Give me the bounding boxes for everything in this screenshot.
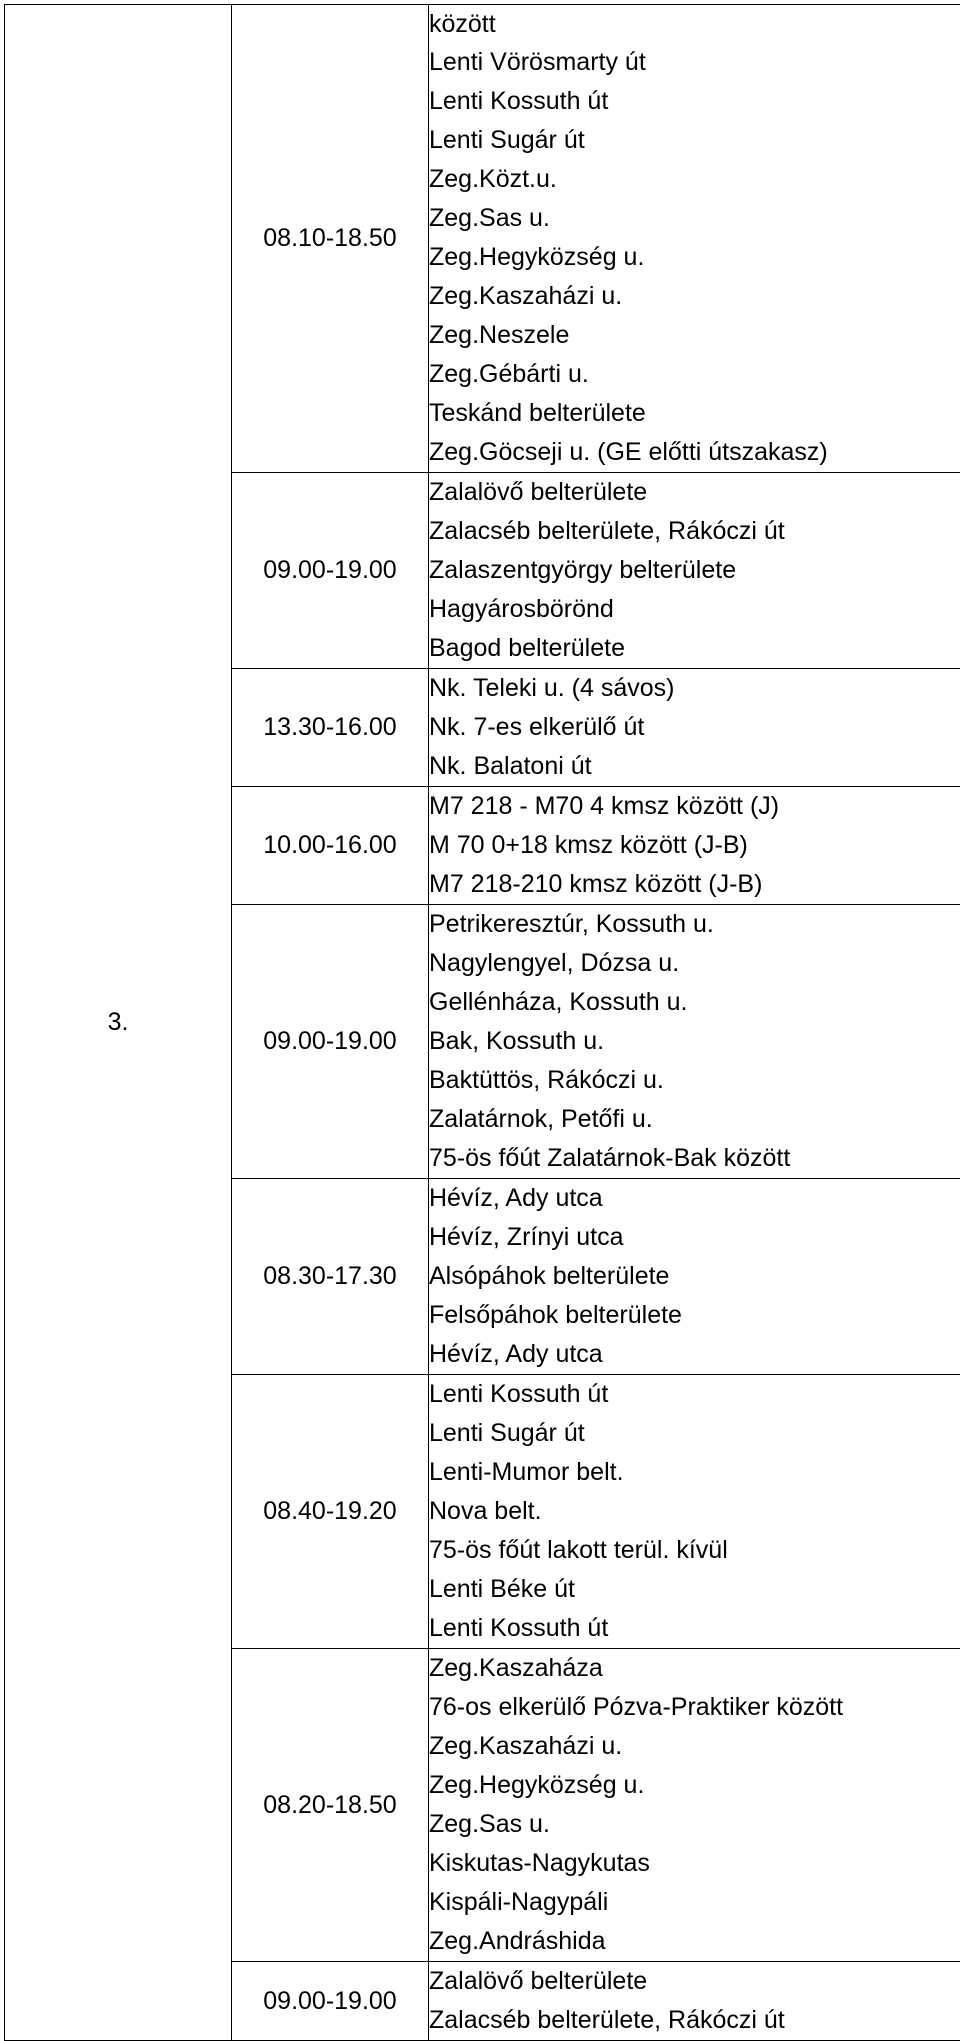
location-line: 75-ös főút Zalatárnok-Bak között <box>429 1139 960 1178</box>
location-line: Zeg.Hegyközség u. <box>429 238 960 277</box>
location-line: Teskánd belterülete <box>429 394 960 433</box>
location-line: Nk. 7-es elkerülő út <box>429 708 960 747</box>
location-line: Felsőpáhok belterülete <box>429 1296 960 1335</box>
time-range-cell: 13.30-16.00 <box>232 669 429 787</box>
location-line: Zalalövő belterülete <box>429 1962 960 2001</box>
schedule-row <box>5 5 960 473</box>
location-line: M7 218-210 kmsz között (J-B) <box>429 865 960 904</box>
location-line: Nova belt. <box>429 1492 960 1531</box>
time-range-cell: 08.20-18.50 <box>232 1649 429 1962</box>
locations-cell <box>429 669 960 787</box>
location-line: Lenti Béke út <box>429 1570 960 1609</box>
location-line: Zeg.Közt.u. <box>429 160 960 199</box>
time-range-cell: 10.00-16.00 <box>232 787 429 905</box>
locations-cell <box>429 5 960 473</box>
location-line: Hévíz, Ady utca <box>429 1335 960 1374</box>
location-line: Lenti-Mumor belt. <box>429 1453 960 1492</box>
locations-cell <box>429 473 960 669</box>
location-line: Zalalövő belterülete <box>429 473 960 512</box>
time-range-cell: 09.00-19.00 <box>232 905 429 1179</box>
locations-cell <box>429 905 960 1179</box>
location-line: Lenti Kossuth út <box>429 1375 960 1414</box>
location-line: Lenti Kossuth út <box>429 1609 960 1648</box>
row-number-cell: 3. <box>5 5 232 2041</box>
location-line: Bak, Kossuth u. <box>429 1022 960 1061</box>
location-line: Zeg.Andráshida <box>429 1922 960 1961</box>
locations-cell <box>429 1375 960 1649</box>
location-line: Zeg.Gébárti u. <box>429 355 960 394</box>
locations-cell <box>429 787 960 905</box>
location-line: Kispáli-Nagypáli <box>429 1883 960 1922</box>
location-line: Baktüttös, Rákóczi u. <box>429 1061 960 1100</box>
time-range-cell: 08.10-18.50 <box>232 5 429 473</box>
schedule-table <box>4 4 960 2041</box>
locations-cell <box>429 1649 960 1962</box>
location-line: 76-os elkerülő Pózva-Praktiker között <box>429 1688 960 1727</box>
location-line: Nk. Teleki u. (4 sávos) <box>429 669 960 708</box>
location-line: M7 218 - M70 4 kmsz között (J) <box>429 787 960 826</box>
location-line: Zeg.Hegyközség u. <box>429 1766 960 1805</box>
location-line: Zeg.Sas u. <box>429 199 960 238</box>
location-line: 75-ös főút lakott terül. kívül <box>429 1531 960 1570</box>
location-line: Zeg.Kaszaháza <box>429 1649 960 1688</box>
location-line: M 70 0+18 kmsz között (J-B) <box>429 826 960 865</box>
location-line: Nk. Balatoni út <box>429 747 960 786</box>
location-line: Zalatárnok, Petőfi u. <box>429 1100 960 1139</box>
location-line: Lenti Sugár út <box>429 121 960 160</box>
locations-cell <box>429 1962 960 2041</box>
location-line: Zeg.Kaszaházi u. <box>429 277 960 316</box>
location-line: Petrikeresztúr, Kossuth u. <box>429 905 960 944</box>
time-range-cell: 09.00-19.00 <box>232 473 429 669</box>
location-line: Lenti Vörösmarty út <box>429 43 960 82</box>
locations-cell <box>429 1179 960 1375</box>
time-range-cell: 08.30-17.30 <box>232 1179 429 1375</box>
location-line: Hévíz, Ady utca <box>429 1179 960 1218</box>
location-line: között <box>429 5 960 43</box>
location-line: Zeg.Göcseji u. (GE előtti útszakasz) <box>429 433 960 472</box>
location-line: Zalacséb belterülete, Rákóczi út <box>429 512 960 551</box>
location-line: Bagod belterülete <box>429 629 960 668</box>
time-range-cell: 08.40-19.20 <box>232 1375 429 1649</box>
location-line: Nagylengyel, Dózsa u. <box>429 944 960 983</box>
location-line: Zeg.Sas u. <box>429 1805 960 1844</box>
location-line: Kiskutas-Nagykutas <box>429 1844 960 1883</box>
schedule-table-body <box>5 5 960 2041</box>
location-line: Zeg.Kaszaházi u. <box>429 1727 960 1766</box>
location-line: Zalaszentgyörgy belterülete <box>429 551 960 590</box>
location-line: Hévíz, Zrínyi utca <box>429 1218 960 1257</box>
time-range-cell: 09.00-19.00 <box>232 1962 429 2041</box>
location-line: Zalacséb belterülete, Rákóczi út <box>429 2001 960 2040</box>
location-line: Lenti Kossuth út <box>429 82 960 121</box>
location-line: Gellénháza, Kossuth u. <box>429 983 960 1022</box>
location-line: Alsópáhok belterülete <box>429 1257 960 1296</box>
location-line: Lenti Sugár út <box>429 1414 960 1453</box>
location-line: Zeg.Neszele <box>429 316 960 355</box>
location-line: Hagyárosbörönd <box>429 590 960 629</box>
